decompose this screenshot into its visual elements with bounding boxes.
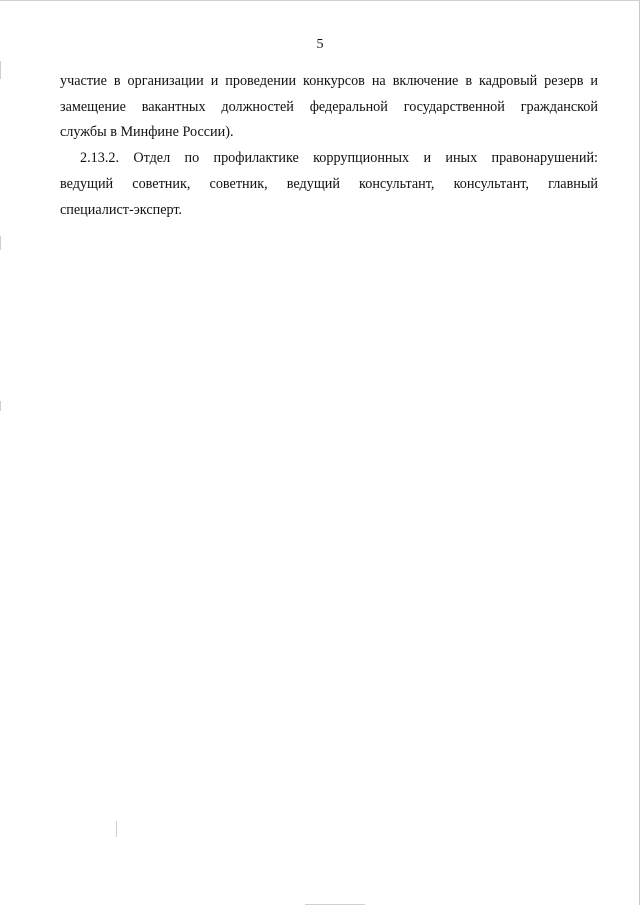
paragraph-1-line-3: службы в Минфине России). [60,124,234,140]
page-number: 5 [316,37,324,52]
scan-artifact [0,61,1,79]
scan-artifact [0,236,1,250]
paragraph-1-line-2: замещение вакантных должностей федеральной государственной гражданской [60,99,598,115]
paragraph-2-line-3: специалист-эксперт. [60,202,183,218]
paragraph-1-line-1: участие в организации и проведении конкурсов на включение в кадровый резерв и [60,73,598,89]
scan-artifact [0,401,1,411]
paragraph-2-line-2: ведущий советник, советник, ведущий консультант, консультант, главный [60,176,598,192]
paragraph-2-line-1: 2.13.2. Отдел по профилактике коррупционных и иных правонарушений: [80,150,598,166]
scan-artifact [116,821,117,837]
